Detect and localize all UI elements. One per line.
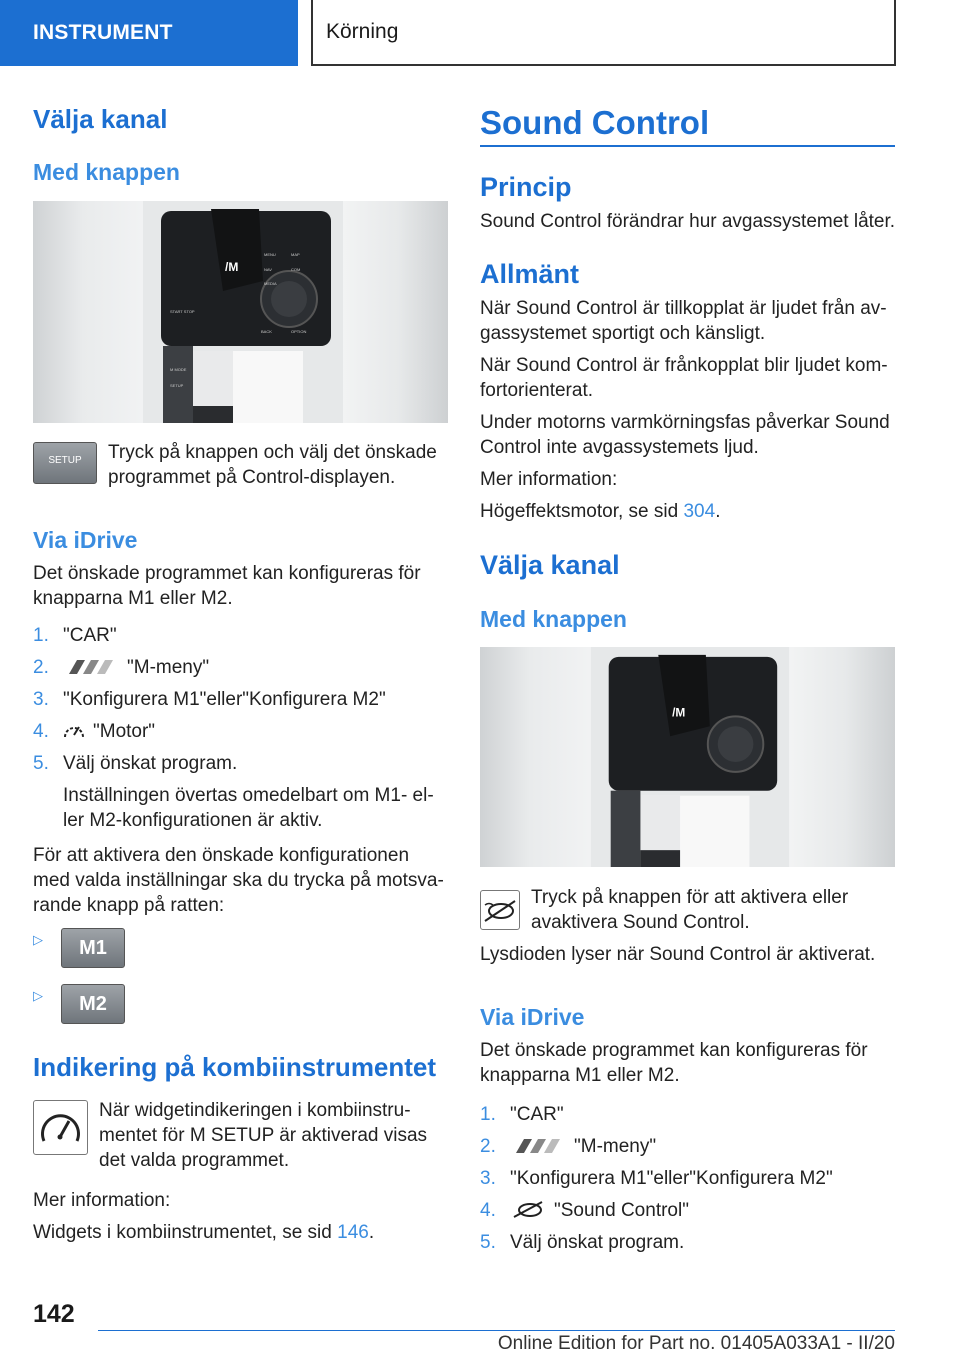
heading-princip: Princip bbox=[480, 172, 572, 202]
list-item: 5. Välj önskat program. bbox=[480, 1232, 685, 1253]
list-item: 1. "CAR" bbox=[480, 1104, 564, 1125]
list-item: 1. "CAR" bbox=[33, 625, 117, 646]
svg-text:COM: COM bbox=[291, 267, 301, 272]
page-link[interactable]: 146 bbox=[337, 1222, 369, 1243]
heading-indicator: Indikering på kombiinstrumentet bbox=[33, 1052, 437, 1082]
svg-text:MAP: MAP bbox=[291, 252, 300, 257]
svg-text:BACK: BACK bbox=[261, 329, 272, 334]
svg-text:M MODE: M MODE bbox=[170, 367, 187, 372]
console-photo bbox=[480, 647, 895, 867]
list-item: 2. "M-meny" bbox=[33, 657, 210, 678]
speedometer-icon bbox=[34, 1101, 87, 1154]
heading-with-button: Med knappen bbox=[480, 606, 627, 632]
edition-text: Online Edition for Part no. 01405A033A1 - II/20 bbox=[497, 1333, 895, 1354]
svg-text:MENU: MENU bbox=[264, 252, 276, 257]
indicator-text: När widgetindikeringen i kombiinstru- mentet för M SETUP är aktiverad visas det valda programmet. bbox=[99, 1100, 428, 1171]
m1-button-image: M1 bbox=[61, 928, 125, 968]
heading-select-channel: Välja kanal bbox=[480, 550, 620, 580]
exhaust-icon bbox=[510, 1200, 546, 1218]
page-link[interactable]: 304 bbox=[683, 501, 716, 522]
heading-select-channel: Välja kanal bbox=[33, 104, 168, 134]
setup-instruction: Tryck på knappen och välj det önskade programmet på Control-displayen. bbox=[108, 442, 437, 488]
chapter-title: Körning bbox=[311, 0, 896, 66]
svg-text:START STOP: START STOP bbox=[170, 309, 195, 314]
heading-via-idrive: Via iDrive bbox=[33, 527, 138, 553]
setup-button-image: SETUP bbox=[33, 442, 97, 484]
page-header bbox=[0, 0, 960, 66]
exhaust-icon bbox=[481, 891, 519, 929]
section-tab: INSTRUMENT bbox=[0, 0, 298, 66]
console-photo bbox=[33, 201, 448, 423]
list-item: 3. "Konfigurera M1"eller"Konfigurera M2" bbox=[33, 689, 386, 710]
button-instruction: Tryck på knappen för att aktivera eller avaktivera Sound Control. bbox=[531, 887, 849, 933]
speedometer-icon-box bbox=[33, 1100, 88, 1155]
allmant-text: När Sound Control är tillkopplat är ljudet från av- gassystemet sportigt och känsligt. När Sound Control är frånkopplat blir ljudet kom- fortorienterat. Under motorns varmkörningsfas påverkar Sound Control inte avgassystemets ljud. Mer information: Högeffektsmotor, se sid 304. bbox=[480, 298, 890, 522]
m-stripes-icon bbox=[510, 1138, 566, 1154]
more-info-label: Mer information: bbox=[33, 1190, 171, 1211]
svg-text:SETUP: SETUP bbox=[170, 383, 184, 388]
svg-text:NAV: NAV bbox=[264, 267, 272, 272]
list-item: 3. "Konfigurera M1"eller"Konfigurera M2" bbox=[480, 1168, 833, 1189]
list-item: 2. "M-meny" bbox=[480, 1136, 657, 1157]
heading-sound-control: Sound Control bbox=[480, 104, 710, 141]
footer-rule bbox=[98, 1330, 895, 1331]
list-item: 4. "Sound Control" bbox=[480, 1200, 689, 1221]
heading-via-idrive: Via iDrive bbox=[480, 1004, 585, 1030]
m2-button-image: M2 bbox=[61, 984, 125, 1024]
activate-text: För att aktivera den önskade konfigurationen med valda inställningar ska du trycka på motsva- rande knapp på ratten: bbox=[33, 845, 444, 916]
svg-text:OPTION: OPTION bbox=[291, 329, 307, 334]
m-logo: /M bbox=[672, 705, 686, 720]
m-stripes-icon bbox=[63, 659, 119, 675]
bullet-icon: ▷ bbox=[33, 988, 43, 1003]
svg-text:MEDIA: MEDIA bbox=[264, 281, 277, 286]
console-illustration bbox=[480, 647, 895, 867]
heading-with-button: Med knappen bbox=[33, 159, 180, 185]
list-item: 4. "Motor" bbox=[33, 721, 156, 742]
widgets-reference: Widgets i kombiinstrumentet, se sid 146. bbox=[33, 1222, 375, 1243]
console-illustration bbox=[33, 201, 448, 423]
idrive-intro: Det önskade programmet kan konfigureras för knapparna M1 eller M2. bbox=[480, 1040, 868, 1086]
idrive-intro: Det önskade programmet kan konfigureras för knapparna M1 eller M2. bbox=[33, 563, 421, 609]
sound-control-icon-box bbox=[480, 890, 520, 930]
m-logo: /M bbox=[225, 260, 239, 274]
princip-text: Sound Control förändrar hur avgassystemet låter. bbox=[480, 211, 896, 232]
led-text: Lysdioden lyser när Sound Control är aktiverat. bbox=[480, 944, 876, 965]
bullet-icon: ▷ bbox=[33, 932, 43, 947]
heading-rule bbox=[480, 145, 895, 147]
gauge-icon bbox=[63, 721, 85, 739]
step-5-note: Inställningen övertas omedelbart om M1- el- ler M2-konfigurationen är aktiv. bbox=[63, 785, 434, 831]
list-item: 5. Välj önskat program. bbox=[33, 753, 238, 774]
page-number: 142 bbox=[33, 1300, 75, 1328]
heading-allmant: Allmänt bbox=[480, 259, 580, 289]
